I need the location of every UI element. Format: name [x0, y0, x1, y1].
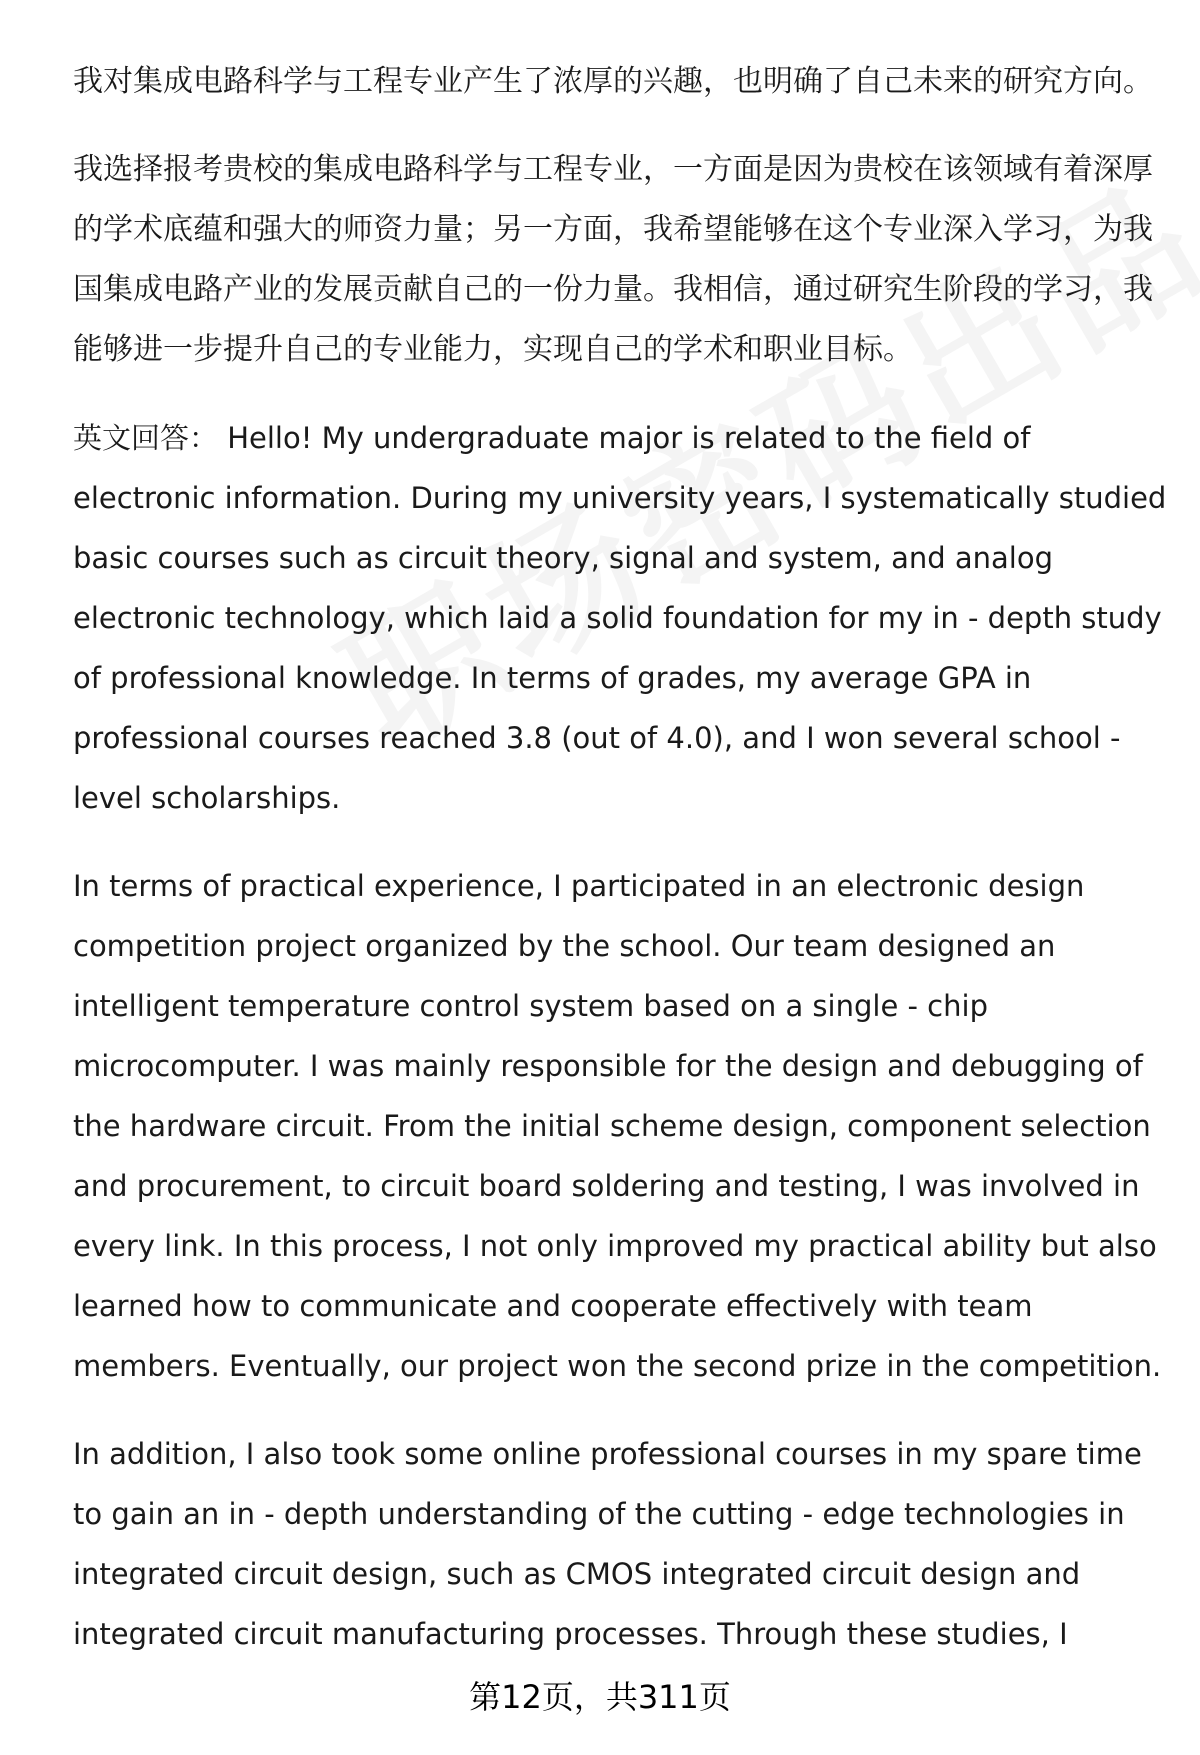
text-line: microcomputer. I was mainly responsible for the design and debugging of	[73, 1049, 1143, 1083]
paragraph-4	[73, 856, 1162, 1396]
text-line: to gain an in - depth understanding of the cutting - edge technologies in	[73, 1497, 1125, 1531]
paragraph-5	[73, 1424, 1153, 1664]
text-line: every link. In this process, I not only improved my practical ability but also	[73, 1229, 1157, 1263]
text-line: competition project organized by the school. Our team designed an	[73, 929, 1056, 963]
paragraph-2	[73, 140, 1153, 380]
text-line: of professional knowledge. In terms of grades, my average GPA in	[73, 661, 1032, 695]
text-line: intelligent temperature control system based on a single - chip	[73, 989, 988, 1023]
text-line: 能够进一步提升自己的专业能力，实现自己的学术和职业目标。	[73, 332, 913, 367]
page-number-footer: 第12页，共311页	[469, 1678, 731, 1716]
text-line: level scholarships.	[73, 781, 341, 815]
text-line: 国集成电路产业的发展贡献自己的一份力量。我相信，通过研究生阶段的学习，我	[73, 272, 1153, 307]
text-line: In addition, I also took some online professional courses in my spare time	[73, 1437, 1142, 1471]
text-line: learned how to communicate and cooperate effectively with team	[73, 1289, 1033, 1323]
text-line: electronic information. During my university years, I systematically studied	[73, 481, 1167, 515]
text-line: 我选择报考贵校的集成电路科学与工程专业，一方面是因为贵校在该领域有着深厚	[73, 152, 1153, 187]
text-line: integrated circuit manufacturing processes. Through these studies, I	[73, 1617, 1068, 1651]
paragraph-1	[73, 52, 1153, 112]
text-line: 我对集成电路科学与工程专业产生了浓厚的兴趣，也明确了自己未来的研究方向。	[73, 64, 1153, 99]
text-line: members. Eventually, our project won the second prize in the competition.	[73, 1349, 1162, 1383]
text-line: the hardware circuit. From the initial scheme design, component selection	[73, 1109, 1151, 1143]
text-line: and procurement, to circuit board soldering and testing, I was involved in	[73, 1169, 1140, 1203]
text-line: integrated circuit design, such as CMOS integrated circuit design and	[73, 1557, 1081, 1591]
text-line: basic courses such as circuit theory, signal and system, and analog	[73, 541, 1053, 575]
text-line: electronic technology, which laid a solid foundation for my in - depth study	[73, 601, 1162, 635]
document-body	[73, 52, 1167, 1664]
text-line: 的学术底蕴和强大的师资力量；另一方面，我希望能够在这个专业深入学习，为我	[73, 212, 1153, 247]
paragraph-3	[73, 408, 1167, 828]
text-line: In terms of practical experience, I participated in an electronic design	[73, 869, 1085, 903]
text-line: professional courses reached 3.8 (out of 4.0), and I won several school -	[73, 721, 1121, 755]
text-line: 英文回答： Hello! My undergraduate major is related to the field of	[73, 421, 1031, 455]
